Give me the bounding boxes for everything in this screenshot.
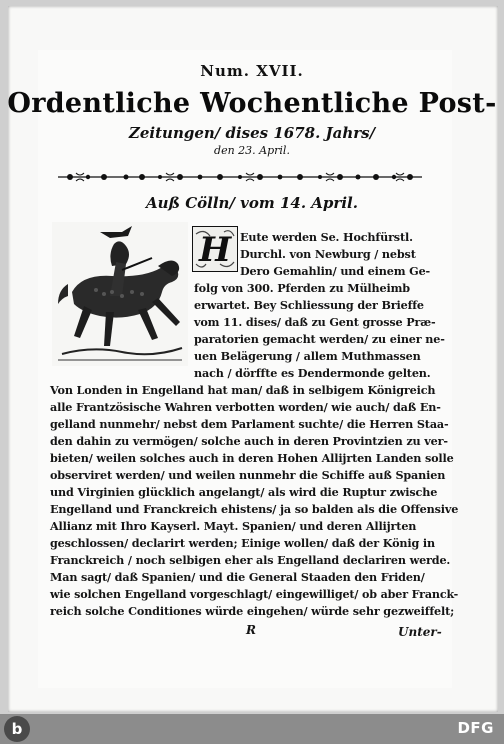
- signature-mark: R: [246, 623, 256, 637]
- article-line: Franckreich / noch selbigen eher als Engelland declariren werde.: [50, 553, 451, 567]
- catchword: Unter-: [398, 625, 442, 639]
- article-line: Von Londen in Engelland hat man/ daß in selbigem Königreich: [50, 383, 436, 397]
- decorated-initial-letter: [192, 226, 238, 272]
- article-line: wie solchen Engelland vorgeschlagt/ eingewilliget/ ob aber Franck-: [50, 587, 459, 601]
- horseman-woodcut-illustration: [52, 222, 188, 366]
- article-line: Man sagt/ daß Spanien/ und die General Staaden den Friden/: [50, 570, 425, 584]
- article-line: bieten/ weilen solches auch in deren Hohen Allijrten Landen solle: [50, 451, 454, 465]
- article-line: paratorien gemacht werden/ zu einer ne-: [194, 332, 445, 346]
- article-line: uen Belägerung / allem Muthmassen: [194, 349, 421, 363]
- article-line: erwartet. Bey Schliessung der Brieffe: [194, 298, 424, 312]
- news-dateline: Auß Cölln/ vom 14. April.: [146, 194, 358, 212]
- image-variant-badge[interactable]: b: [4, 716, 30, 742]
- article-line: Dero Gemahlin/ und einem Ge-: [240, 264, 431, 278]
- article-line: Allianz mit Ihro Kayserl. Mayt. Spanien/ und deren Allijrten: [50, 519, 417, 533]
- article-line: alle Frantzösische Wahren verbotten worden/ wie auch/ daß En-: [50, 400, 441, 414]
- masthead-subtitle: Zeitungen/ dises 1678. Jahrs/: [128, 124, 376, 142]
- article-line: vom 11. dises/ daß zu Gent grosse Præ-: [194, 315, 436, 329]
- article-line: Engelland und Franckreich ehistens/ ja so balden als die Offensive: [50, 502, 459, 516]
- article-line: observiret werden/ und weilen nunmehr die Schiffe auß Spanien: [50, 468, 446, 482]
- masthead-title: Ordentliche Wochentliche Post-: [7, 88, 497, 119]
- viewer-footer-bar: [0, 714, 504, 744]
- article-line: nach / dörffte es Dendermonde gelten.: [194, 366, 431, 380]
- article-line: und Virginien glücklich angelangt/ als wird die Ruptur zwische: [50, 485, 438, 499]
- dropcap-letter: H: [198, 230, 232, 270]
- article-line: Durchl. von Newburg / nebst: [240, 247, 416, 261]
- article-line: reich solche Conditiones würde eingehen/ würde sehr gezweiffelt;: [50, 604, 455, 618]
- dfg-logo: DFG: [457, 719, 494, 737]
- article-line: geschlossen/ declarirt werden; Einige wollen/ daß der König in: [50, 536, 435, 550]
- article-line: folg von 300. Pferden zu Mülheimb: [194, 281, 410, 295]
- decorative-rule-ornament: [56, 170, 424, 184]
- article-line: gelland nunmehr/ nebst dem Parlament suchte/ die Herren Staa-: [50, 417, 449, 431]
- article-line: den dahin zu vermögen/ solche auch in deren Provintzien zu ver-: [50, 434, 448, 448]
- issue-date: den 23. April.: [214, 144, 290, 157]
- issue-number: Num. XVII.: [200, 62, 304, 80]
- article-line: Eute werden Se. Hochfürstl.: [240, 230, 413, 244]
